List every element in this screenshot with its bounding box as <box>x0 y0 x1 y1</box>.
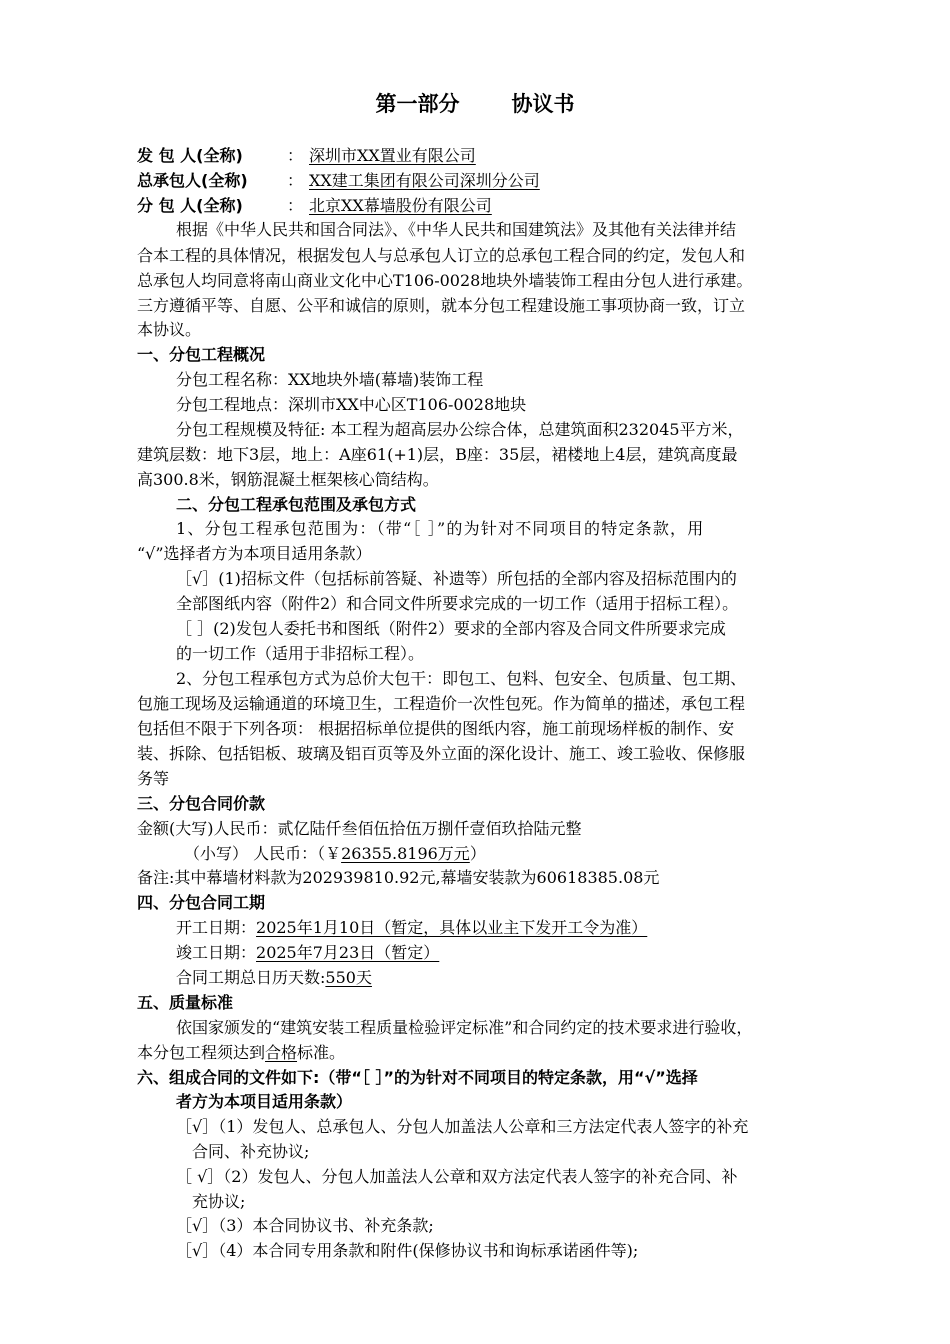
intro-line: 三方遵循平等、自愿、公平和诚信的原则，就本分包工程建设施工事项协商一致，订立 <box>137 296 746 315</box>
scope-option-2: 的一切工作（适用于非招标工程）。 <box>176 644 425 663</box>
contract-doc-item: ［ √］（2）发包人、分包人加盖法人公章和双方法定代表人签字的补充合同、补 <box>176 1167 738 1186</box>
party-employer: 发 包 人(全称) ： 深圳市XX置业有限公司 <box>137 146 476 165</box>
title-part: 第一部分 <box>375 92 460 116</box>
section-heading: 六、组成合同的文件如下:（带“［ ］”的为针对不同项目的特定条款，用“√”选择 <box>137 1068 698 1087</box>
price-upper: 金额(大写)人民币：贰亿陆仟叁佰伍拾伍万捌仟壹佰玖拾陆元整 <box>137 819 582 838</box>
project-location: 分包工程地点：深圳市XX中心区T106-0028地块 <box>176 395 527 414</box>
scope-line: 1、分包工程承包范围为：（带“［ ］”的为针对不同项目的特定条款，用 <box>176 519 705 538</box>
party-value: 深圳市XX置业有限公司 <box>309 146 476 165</box>
contract-mode: 包括但不限于下列各项： 根据招标单位提供的图纸内容，施工前现场样板的制作、安 <box>137 719 735 738</box>
contract-doc-item: ［√］（3）本合同协议书、补充条款; <box>176 1216 434 1235</box>
intro-line: 根据《中华人民共和国合同法》、《中华人民共和国建筑法》及其他有关法律并结 <box>176 220 737 239</box>
contract-doc-item: ［√］（1）发包人、总承包人、分包人加盖法人公章和三方法定代表人签字的补充 <box>176 1117 749 1136</box>
contract-mode: 2、分包工程承包方式为总价大包干：即包工、包料、包安全、包质量、包工期、 <box>176 669 747 688</box>
party-label: 分 包 人(全称) <box>137 196 243 215</box>
quality-line: 依国家颁发的“建筑安装工程质量检验评定标准”和合同约定的技术要求进行验收， <box>176 1018 753 1037</box>
contract-doc-item: ［√］（4）本合同专用条款和附件(保修协议书和询标承诺函件等); <box>176 1241 639 1260</box>
page-title <box>0 88 950 118</box>
party-general-contractor: 总承包人(全称) ： XX建工集团有限公司深圳分公司 <box>137 171 540 190</box>
end-date-value: 2025年7月23日（暂定） <box>256 943 440 962</box>
party-label: 发 包 人(全称) <box>137 146 243 165</box>
party-value: XX建工集团有限公司深圳分公司 <box>309 171 540 190</box>
project-scale: 高300.8米，钢筋混凝土框架核心筒结构。 <box>137 470 439 489</box>
section-heading: 二、分包工程承包范围及承包方式 <box>176 495 417 514</box>
contract-doc-item: 合同、补充协议; <box>192 1142 310 1161</box>
price-note: 备注:其中幕墙材料款为202939810.92元,幕墙安装款为60618385.08元 <box>137 868 660 887</box>
total-days-value: 550天 <box>325 968 372 987</box>
price-lower: （小写） 人民币：（￥26355.8196万元） <box>184 844 486 863</box>
end-date: 竣工日期：2025年7月23日（暂定） <box>176 943 440 962</box>
scope-option-2: ［ ］(2)发包人委托书和图纸（附件2）要求的全部内容及合同文件所要求完成 <box>176 619 726 638</box>
intro-line: 合本工程的具体情况，根据发包人与总承包人订立的总承包工程合同的约定，发包人和 <box>137 246 746 265</box>
section-heading: 四、分包合同工期 <box>137 893 266 912</box>
quality-line: 本分包工程须达到合格标准。 <box>137 1043 346 1062</box>
section-heading: 者方为本项目适用条款） <box>176 1092 353 1111</box>
contract-mode: 装、拆除、包括铝板、玻璃及铝百页等及外立面的深化设计、施工、竣工验收、保修服 <box>137 744 746 763</box>
contract-mode: 包施工现场及运输通道的环境卫生，工程造价一次性包死。作为简单的描述，承包工程 <box>137 694 746 713</box>
start-date: 开工日期：2025年1月10日（暂定，具体以业主下发开工令为准） <box>176 918 648 937</box>
section-heading: 三、分包合同价款 <box>137 794 266 813</box>
party-value: 北京XX幕墙股份有限公司 <box>309 196 492 215</box>
section-heading: 五、质量标准 <box>137 993 234 1012</box>
section-heading: 一、分包工程概况 <box>137 345 266 364</box>
contract-doc-item: 充协议; <box>192 1192 246 1211</box>
scope-line: “√”选择者方为本项目适用条款） <box>137 544 372 563</box>
project-scale: 建筑层数：地下3层，地上：A座61(+1)层，B座：35层，裙楼地上4层，建筑高度最 <box>137 445 738 464</box>
party-subcontractor: 分 包 人(全称) ： 北京XX幕墙股份有限公司 <box>137 196 492 215</box>
quality-value: 合格 <box>265 1043 298 1062</box>
total-days: 合同工期总日历天数:550天 <box>176 968 372 987</box>
intro-line: 总承包人均同意将南山商业文化中心T106-0028地块外墙装饰工程由分包人进行承建。 <box>137 271 753 290</box>
start-date-value: 2025年1月10日（暂定，具体以业主下发开工令为准） <box>256 918 648 937</box>
intro-line: 本协议。 <box>137 320 202 339</box>
contract-mode: 务等 <box>137 769 170 788</box>
scope-option-1: ［√］(1)招标文件（包括标前答疑、补遗等）所包括的全部内容及招标范围内的 <box>176 569 737 588</box>
price-lower-value: 26355.8196万元 <box>341 844 470 863</box>
project-name: 分包工程名称：XX地块外墙(幕墙)装饰工程 <box>176 370 484 389</box>
title-name: 协议书 <box>511 92 575 116</box>
party-label: 总承包人(全称) <box>137 171 248 190</box>
project-scale: 分包工程规模及特征: 本工程为超高层办公综合体，总建筑面积232045平方米， <box>176 420 744 439</box>
scope-option-1: 全部图纸内容（附件2）和合同文件所要求完成的一切工作（适用于招标工程）。 <box>176 594 739 613</box>
